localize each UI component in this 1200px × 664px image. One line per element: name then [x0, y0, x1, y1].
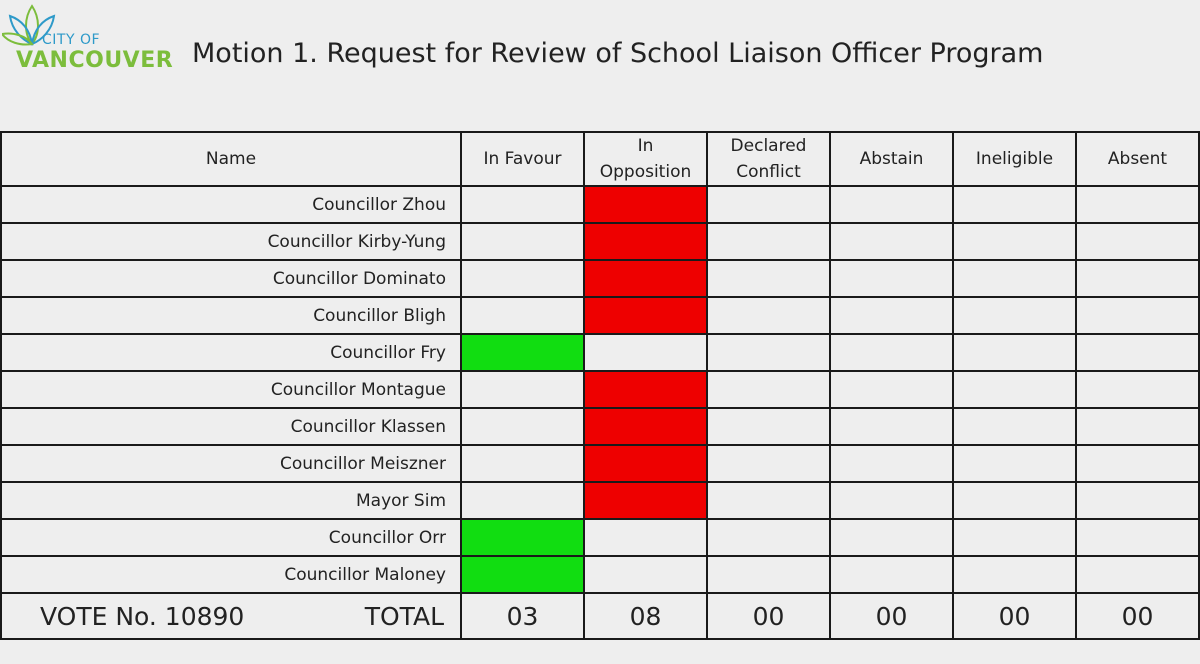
councillor-name: Councillor Montague — [1, 371, 461, 408]
vote-cell-declared-conflict — [707, 260, 830, 297]
vote-cell-abstain — [830, 186, 953, 223]
councillor-name: Councillor Orr — [1, 519, 461, 556]
total-in-opposition: 08 — [584, 593, 707, 639]
totals-label-cell — [1, 593, 461, 639]
table-row — [1, 260, 1199, 297]
vote-cell-declared-conflict — [707, 371, 830, 408]
vote-cell-declared-conflict — [707, 556, 830, 593]
vote-cell-absent — [1076, 223, 1199, 260]
councillor-name: Councillor Maloney — [1, 556, 461, 593]
councillor-name: Councillor Meiszner — [1, 445, 461, 482]
vote-table — [0, 131, 1200, 640]
vote-cell-absent — [1076, 260, 1199, 297]
header-in-favour: In Favour — [461, 132, 584, 186]
vote-cell-ineligible — [953, 408, 1076, 445]
vote-cell-in-favour — [461, 519, 584, 556]
header-ineligible: Ineligible — [953, 132, 1076, 186]
vote-cell-declared-conflict — [707, 223, 830, 260]
vote-cell-ineligible — [953, 223, 1076, 260]
total-label: TOTAL — [364, 601, 444, 631]
header-name: Name — [1, 132, 461, 186]
vote-cell-absent — [1076, 408, 1199, 445]
logo-city-of-text: CITY OF — [42, 32, 101, 48]
vote-cell-ineligible — [953, 556, 1076, 593]
vote-cell-ineligible — [953, 482, 1076, 519]
vote-cell-absent — [1076, 445, 1199, 482]
vote-cell-abstain — [830, 260, 953, 297]
header-in-opposition-line1: In — [637, 136, 654, 156]
vote-cell-abstain — [830, 556, 953, 593]
vote-cell-in-favour — [461, 186, 584, 223]
table-row — [1, 482, 1199, 519]
councillor-name: Councillor Klassen — [1, 408, 461, 445]
vote-cell-ineligible — [953, 371, 1076, 408]
vote-cell-ineligible — [953, 297, 1076, 334]
vote-cell-in-opposition — [584, 556, 707, 593]
table-header-row — [1, 132, 1199, 186]
vote-cell-ineligible — [953, 519, 1076, 556]
vote-cell-in-opposition — [584, 186, 707, 223]
vote-cell-in-opposition — [584, 519, 707, 556]
page-title: Motion 1. Request for Review of School Liaison Officer Program — [192, 38, 1044, 69]
vote-cell-in-opposition — [584, 482, 707, 519]
councillor-name: Councillor Bligh — [1, 297, 461, 334]
logo-vancouver-text: VANCOUVER — [16, 48, 174, 73]
vote-cell-absent — [1076, 519, 1199, 556]
vote-cell-declared-conflict — [707, 334, 830, 371]
vote-cell-in-opposition — [584, 297, 707, 334]
vote-cell-absent — [1076, 186, 1199, 223]
vote-cell-in-opposition — [584, 408, 707, 445]
vote-cell-in-opposition — [584, 223, 707, 260]
totals-row — [1, 593, 1199, 639]
vote-cell-abstain — [830, 408, 953, 445]
table-row — [1, 186, 1199, 223]
vote-cell-in-favour — [461, 334, 584, 371]
header-declared-line2: Conflict — [736, 162, 801, 182]
table-row — [1, 519, 1199, 556]
vote-cell-in-favour — [461, 482, 584, 519]
header-abstain: Abstain — [830, 132, 953, 186]
vote-cell-in-favour — [461, 556, 584, 593]
councillor-name: Councillor Zhou — [1, 186, 461, 223]
vote-cell-in-opposition — [584, 260, 707, 297]
vote-number: VOTE No. 10890 — [40, 601, 245, 631]
vote-cell-in-favour — [461, 408, 584, 445]
vote-cell-ineligible — [953, 260, 1076, 297]
vote-cell-declared-conflict — [707, 445, 830, 482]
vote-cell-abstain — [830, 371, 953, 408]
table-row — [1, 408, 1199, 445]
vote-cell-in-favour — [461, 223, 584, 260]
header-declared-conflict — [707, 132, 830, 186]
vote-cell-declared-conflict — [707, 186, 830, 223]
total-ineligible: 00 — [953, 593, 1076, 639]
table-row — [1, 297, 1199, 334]
vote-cell-in-favour — [461, 260, 584, 297]
vote-cell-ineligible — [953, 334, 1076, 371]
table-row — [1, 556, 1199, 593]
vote-cell-abstain — [830, 445, 953, 482]
city-of-vancouver-logo — [0, 4, 174, 76]
vote-cell-abstain — [830, 482, 953, 519]
header-absent: Absent — [1076, 132, 1199, 186]
header-in-opposition-line2: Opposition — [599, 162, 692, 182]
total-abstain: 00 — [830, 593, 953, 639]
vote-cell-abstain — [830, 519, 953, 556]
councillor-name: Councillor Fry — [1, 334, 461, 371]
vote-cell-absent — [1076, 556, 1199, 593]
vote-cell-declared-conflict — [707, 408, 830, 445]
vote-cell-abstain — [830, 223, 953, 260]
table-row — [1, 445, 1199, 482]
vote-cell-absent — [1076, 297, 1199, 334]
vote-cell-absent — [1076, 334, 1199, 371]
vote-cell-declared-conflict — [707, 482, 830, 519]
total-declared-conflict: 00 — [707, 593, 830, 639]
vote-cell-absent — [1076, 482, 1199, 519]
councillor-name: Councillor Kirby-Yung — [1, 223, 461, 260]
table-row — [1, 371, 1199, 408]
vote-cell-declared-conflict — [707, 297, 830, 334]
vote-cell-in-opposition — [584, 334, 707, 371]
vote-cell-in-opposition — [584, 371, 707, 408]
councillor-name: Mayor Sim — [1, 482, 461, 519]
vote-cell-abstain — [830, 297, 953, 334]
total-absent: 00 — [1076, 593, 1199, 639]
vote-cell-abstain — [830, 334, 953, 371]
header-in-opposition — [584, 132, 707, 186]
vote-cell-ineligible — [953, 186, 1076, 223]
vote-cell-ineligible — [953, 445, 1076, 482]
total-in-favour: 03 — [461, 593, 584, 639]
header-declared-line1: Declared — [730, 136, 807, 156]
vote-cell-declared-conflict — [707, 519, 830, 556]
vote-cell-in-favour — [461, 445, 584, 482]
table-row — [1, 223, 1199, 260]
vote-cell-in-favour — [461, 297, 584, 334]
vote-cell-absent — [1076, 371, 1199, 408]
table-row — [1, 334, 1199, 371]
vote-cell-in-opposition — [584, 445, 707, 482]
councillor-name: Councillor Dominato — [1, 260, 461, 297]
vote-cell-in-favour — [461, 371, 584, 408]
